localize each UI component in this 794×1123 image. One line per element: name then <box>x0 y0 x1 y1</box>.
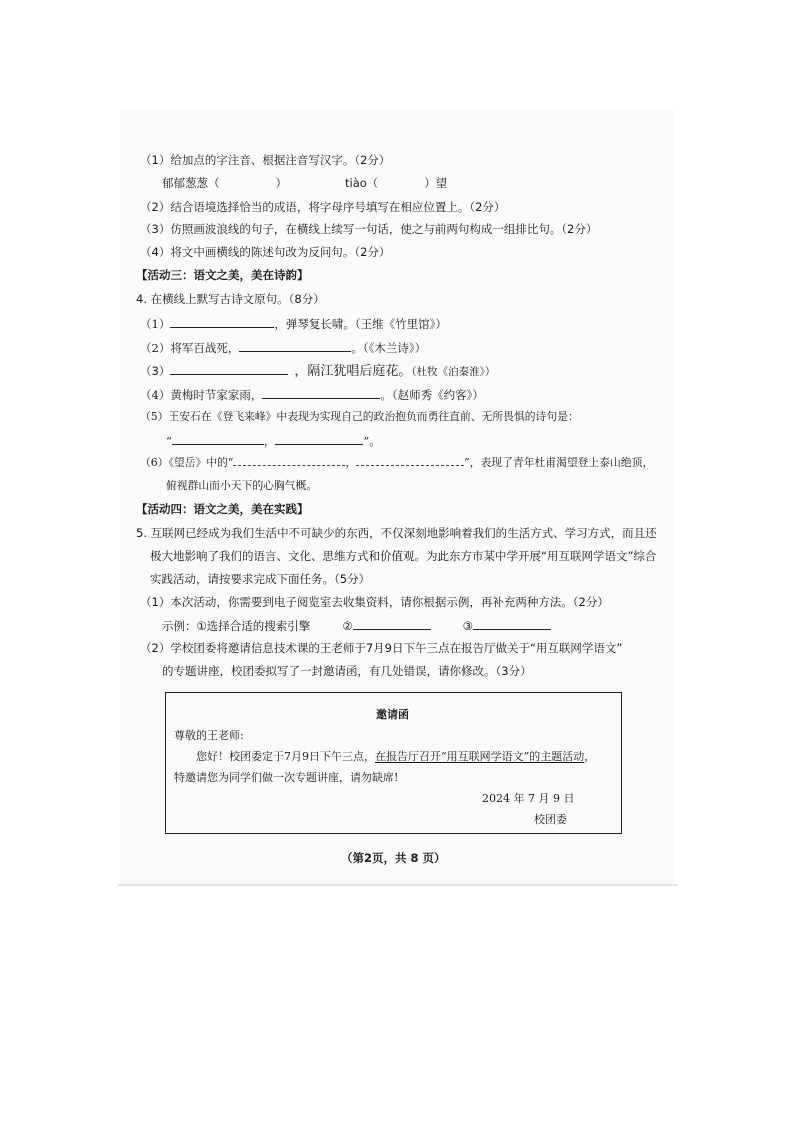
activity3-heading: 【活动三：语文之美，美在诗韵】 <box>136 268 309 282</box>
q4-blank6a[interactable] <box>233 455 345 466</box>
q3-sub1: （1）给加点的字注音、根据注音写汉字。（2分） <box>140 153 391 167</box>
page-edge-divider <box>118 884 678 886</box>
q3-sub3: （3）仿照画波浪线的句子，在横线上续写一句话，使之与前两句构成一组排比句。（2分） <box>140 222 598 236</box>
invitation-title: 邀请函 <box>376 708 409 721</box>
q3-sub4: （4）将文中画横线的陈述句改为反问句。（2分） <box>140 245 391 259</box>
q5-para-line1: 5. 互联网已经成为我们生活中不可缺少的东西，不仅深刻地影响着我们的生活方式、学习方式，而且还 <box>136 526 657 540</box>
q3-word-row: 郁郁葱葱（ ） tiào（ ）望 <box>162 176 448 190</box>
q4-blank3[interactable] <box>170 362 288 375</box>
q4-blank1[interactable] <box>170 315 274 328</box>
q4-line5: （5）王安石在《登飞来峰》中表现为实现自己的政治抱负而勇往直前、无所畏惧的诗句是： <box>140 410 579 423</box>
q3-sub2: （2）结合语境选择恰当的成语，将字母序号填写在相应位置上。（2分） <box>140 200 506 214</box>
q4-blank6b[interactable] <box>356 455 464 466</box>
invitation-sender: 校团委 <box>534 813 567 826</box>
page-footer: （第2页，共 8 页） <box>341 851 446 865</box>
q4-blank4[interactable] <box>262 386 380 399</box>
invitation-body-line1: 您好！校团委定于7月9日下午三点，在报告厅召开“用互联网学语文”的主题活动， <box>196 750 596 763</box>
q4-blank2[interactable] <box>239 339 351 352</box>
q3-word1: 郁郁葱葱（ <box>162 176 220 190</box>
invitation-error-phrase: 在报告厅召开“用互联网学语文”的主题活动 <box>375 750 585 763</box>
q5-sub2-line1: （2）学校团委将邀请信息技术课的王老师于7月9日下午三点在报告厅做关于“用互联网学语文” <box>140 641 623 655</box>
q4-line3: （3） ，隔江犹唱后庭花。（杜牧《泊秦淮》） <box>140 364 496 379</box>
q5-blank-method3[interactable] <box>473 617 551 630</box>
q5-blank-method2[interactable] <box>353 617 431 630</box>
q4-line2: （2）将军百战死， 。（《木兰诗》） <box>140 341 427 355</box>
q5-sub2-line2: 的专题讲座，校团委拟写了一封邀请函，有几处错误，请你修改。（3分） <box>162 664 532 678</box>
q4-line6-cont: 俯视群山而小天下的心胸气概。 <box>166 479 318 492</box>
invitation-greeting: 尊敬的王老师: <box>174 729 244 742</box>
q5-example: 示例：①选择合适的搜索引擎 <box>162 619 311 633</box>
q3-word2: tiào（ <box>345 176 379 190</box>
q5-example-row: 示例：①选择合适的搜索引擎 ② ③ <box>162 617 551 634</box>
activity4-heading: 【活动四：语文之美，美在实践】 <box>136 502 309 516</box>
invitation-date: 2024 年 7 月 9 日 <box>482 792 575 805</box>
q5-sub1: （1）本次活动，你需要到电子阅览室去收集资料，请你根据示例，再补充两种方法。（2分） <box>140 595 609 609</box>
q4-line5-answer: “ ， ”。 <box>166 434 381 448</box>
q4-intro: 4. 在横线上默写古诗文原句。（8分） <box>136 292 325 306</box>
q4-blank5b[interactable] <box>275 432 363 445</box>
q4-line4: （4）黄梅时节家家雨， 。（赵师秀《约客》） <box>140 388 484 402</box>
invitation-body-line2: 特邀请您为同学们做一次专题讲座，请勿缺席! <box>174 771 399 784</box>
q5-para-line2: 极大地影响了我们的语言、文化、思维方式和价值观。为此东方市某中学开展“用互联网学语文”综合 <box>150 549 657 563</box>
q5-para-line3: 实践活动，请按要求完成下面任务。（5分） <box>150 572 371 586</box>
q4-line1: （1） ，弹琴复长啸。（王维《竹里馆》） <box>140 317 447 331</box>
q4-blank5a[interactable] <box>172 432 264 445</box>
q4-line6: （6）《望岳》中的“ ， ”，表现了青年杜甫渴望登上泰山绝顶， <box>140 456 654 469</box>
